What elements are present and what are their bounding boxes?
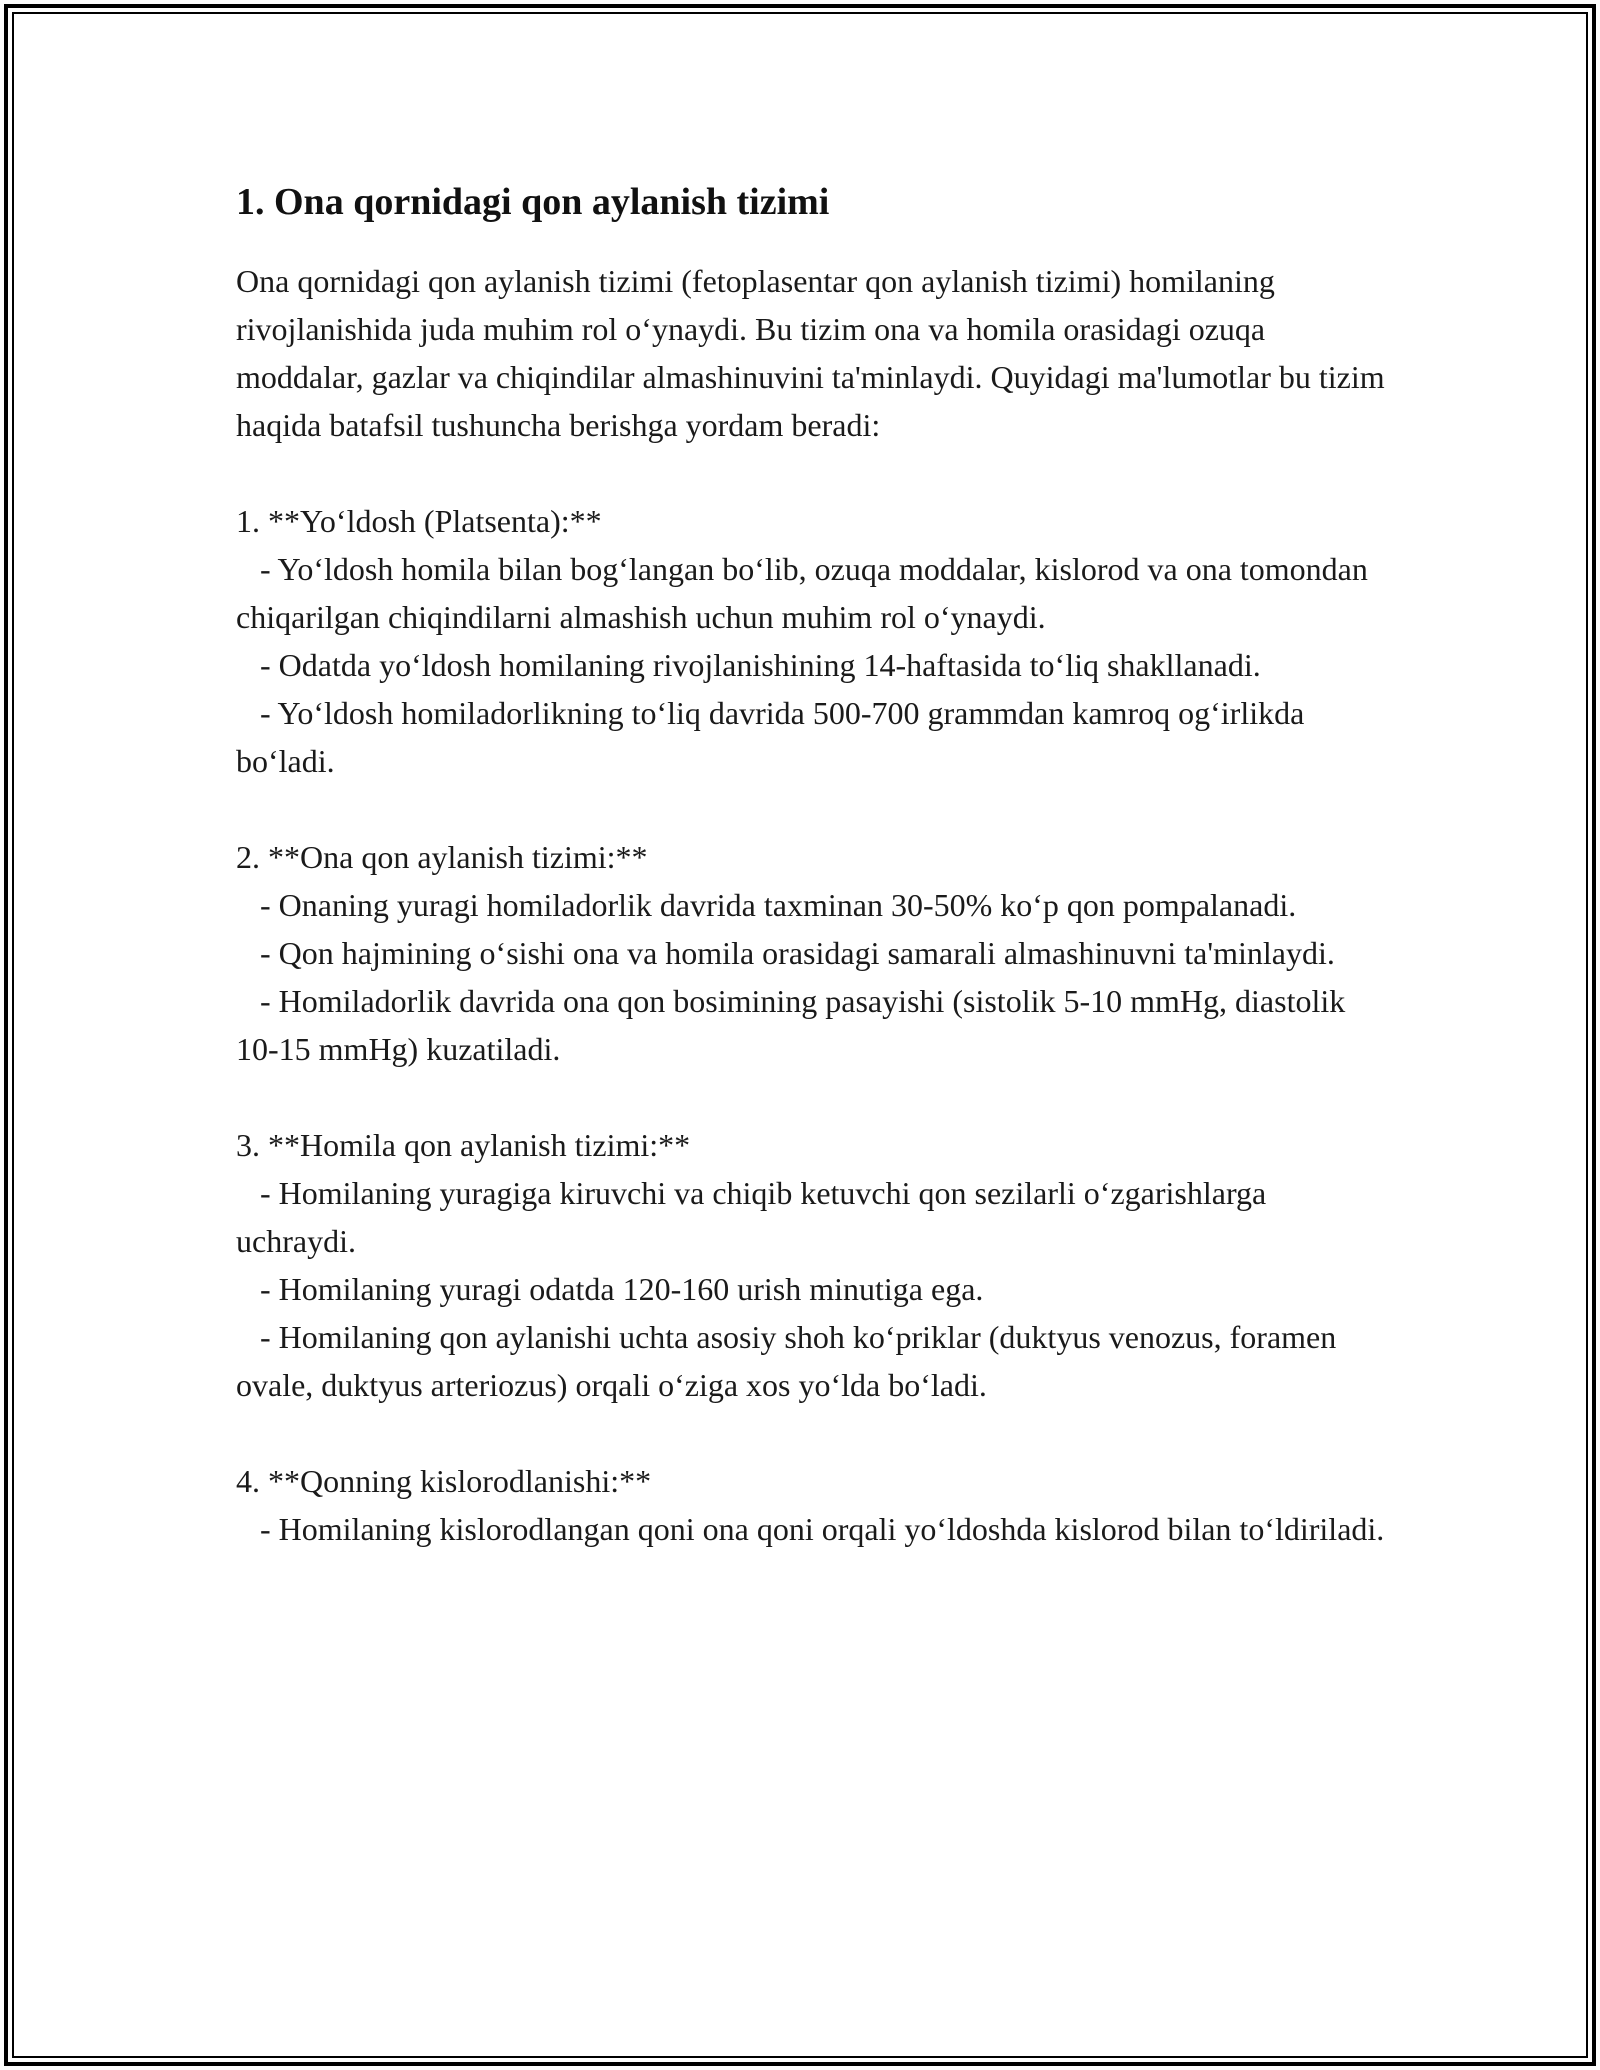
section-bullet: - Qon hajmining o‘sishi ona va homila orasidagi samarali almashinuvni ta'minlaydi. <box>260 935 1335 972</box>
section-bullet: - Homilaning kislorodlangan qoni ona qoni orqali yo‘ldoshda kislorod bilan to‘ldiriladi. <box>260 1511 1385 1548</box>
section-bullet: - Onaning yuragi homiladorlik davrida taxminan 30-50% ko‘p qon pompalanadi. <box>260 887 1297 924</box>
section-maternal-circulation <box>236 833 1386 1073</box>
section-bullet: - Odatda yo‘ldosh homilaning rivojlanishining 14-haftasida to‘liq shakllanadi. <box>260 647 1261 684</box>
section-bullet: - Homilaning qon aylanishi uchta asosiy shoh ko‘priklar (duktyus venozus, foramen ovale, duktyus arteriozus) orqali o‘ziga xos yo‘lda bo‘ladi. <box>236 1319 1337 1404</box>
section-fetal-circulation <box>236 1121 1386 1409</box>
section-heading: 1. **Yo‘ldosh (Platsenta):** <box>236 503 602 540</box>
document-body <box>236 178 1386 1553</box>
section-placenta <box>236 497 1386 785</box>
section-bullet: - Homilaning yuragi odatda 120-160 urish minutiga ega. <box>260 1271 984 1308</box>
document-title: 1. Ona qornidagi qon aylanish tizimi <box>236 181 830 223</box>
section-bullet: - Homiladorlik davrida ona qon bosimining pasayishi (sistolik 5-10 mmHg, diastolik 10-15 mmHg) kuzatiladi. <box>236 983 1346 1068</box>
intro-paragraph: Ona qornidagi qon aylanish tizimi (fetoplasentar qon aylanish tizimi) homilaning rivojlanishida juda muhim rol o‘ynaydi. Bu tizim ona va homila orasidagi ozuqa moddalar, gazlar va chiqindilar almashinuvini ta'minlaydi. Quyidagi ma'lumotlar bu tizim haqida batafsil tushuncha berishga yordam beradi: <box>236 263 1385 444</box>
section-bullet: - Yo‘ldosh homiladorlikning to‘liq davrida 500-700 grammdan kamroq og‘irlikda bo‘ladi. <box>236 695 1305 780</box>
section-heading: 2. **Ona qon aylanish tizimi:** <box>236 839 648 876</box>
section-bullet: - Yo‘ldosh homila bilan bog‘langan bo‘lib, ozuqa moddalar, kislorod va ona tomondan chiqarilgan chiqindilarni almashish uchun muhim rol o‘ynaydi. <box>236 551 1368 636</box>
section-heading: 3. **Homila qon aylanish tizimi:** <box>236 1127 691 1164</box>
section-heading: 4. **Qonning kislorodlanishi:** <box>236 1463 652 1500</box>
section-bullet: - Homilaning yuragiga kiruvchi va chiqib ketuvchi qon sezilarli o‘zgarishlarga uchraydi. <box>236 1175 1267 1260</box>
section-oxygenation <box>236 1457 1386 1553</box>
